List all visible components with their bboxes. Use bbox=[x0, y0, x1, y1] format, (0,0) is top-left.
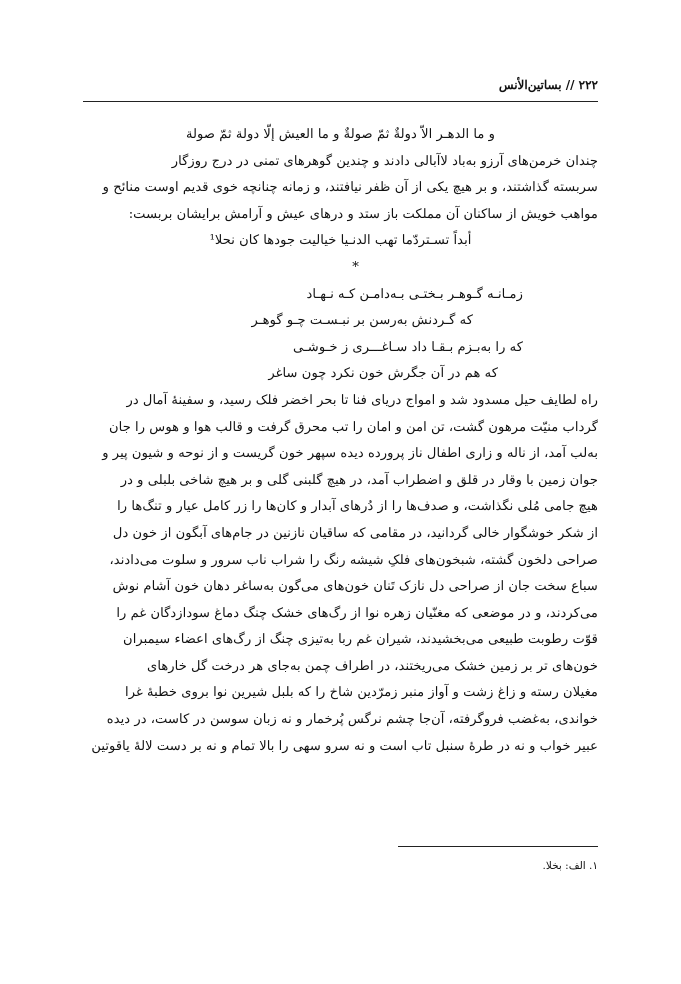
persian-verse-line: که را به‌بـزم بـقـا داد سـاغـــری ز خـوشـی bbox=[292, 339, 523, 355]
footnote-rule bbox=[398, 846, 598, 847]
verse-separator-star: * bbox=[352, 259, 359, 275]
footnote: ۱. الف: بخلا. bbox=[542, 860, 598, 872]
paragraph-line: عبیر خواب و نه در طرهٔ سنبل تاب است و نه سرو سهی را بالا تمام و نه بر دست لالهٔ یاقوتین bbox=[91, 738, 598, 754]
header-rule bbox=[83, 101, 598, 102]
paragraph-line: سربسته گذاشتند، و بر هیچ یکی از آن ظفر نیافتند، و زمانه چنانچه خوی قدیم اوست منائح و bbox=[102, 180, 598, 196]
paragraph-line: می‌کردند، و در موضعی که مغنّیان زهره نوا از رگ‌های خشک چنگ دماغ سودازدگان غم را bbox=[116, 605, 598, 621]
paragraph-line: از شکر خوشگوار خالی گردانید، در مقامی که ساقیان نازنین در جام‌های آبگون از خون دل bbox=[112, 525, 598, 541]
paragraph-line: هیچ جامی مُلی نگذاشت، و صدف‌ها را از دُرهای آبدار و کان‌ها را زر کامل عیار و تنگ‌ها را bbox=[117, 499, 598, 515]
paragraph-line: گرداب منیّت مرهون گشت، تن امن و امان را تب محرق گرفت و قالب هوا و هوس را جان bbox=[109, 419, 598, 435]
persian-verse-line: که هم در آن جگرش خون نکرد چون ساغر bbox=[268, 366, 498, 382]
paragraph-line: به‌لب آمد، از ناله و زاری اطفال ناز پرورده دیده سپهر خون گریست و از نوحه و شیون پیر و bbox=[102, 446, 598, 462]
arabic-verse-line: و ما الدهـر الاّ دولةٌ ثمّ صولةٌ و ما العیش إلّا دولة ثمّ صولة bbox=[185, 127, 496, 142]
paragraph-line: خواندی، به‌غضب فروگرفته، آن‌جا چشم نرگس پُرخمار و نه زبان سوسن در کاست، در دیده bbox=[106, 712, 598, 728]
persian-verse-line: زمـانـه گـوهـر بـختـی بـه‌دامـن کـه نـهـاد bbox=[306, 286, 523, 302]
paragraph-line: صراحی دلخون گشته، شبخون‌های فلکِ شیشه رنگ را شراب ناب سرور و سلوت می‌دادند، bbox=[109, 552, 598, 568]
running-header: ۲۲۲ // بساتین‌الأنس bbox=[498, 78, 598, 92]
paragraph-line: خون‌های تر بر زمین خشک می‌ریختند، در اطراف چمن به‌جای هر درخت گل خارهای bbox=[147, 658, 598, 674]
paragraph-line: قوّت رطوبت طبیعی می‌بخشیدند، شیران غم ربا به‌تیزی چنگ از رگ‌های اعضاء سیمبران bbox=[123, 632, 598, 648]
arabic-verse-line: أبداً تسـتردّما تهب الدنـیا خیالیت جودها کان نحلا¹ bbox=[209, 233, 472, 249]
paragraph-line: چندان خرمن‌های آرزو به‌باد لاآبالی دادند و چندین گوهرهای تمنی در درج روزگار bbox=[171, 153, 598, 169]
persian-verse-line: که گـردنش به‌رسن بر نبـسـت چـو گوهـر bbox=[251, 313, 473, 329]
paragraph-line: مغیلان رسته و زاغ زشت و آواز منبر زمرّدین شاخ را که بلبل شیرین نوا بروی خطبهٔ غرا bbox=[125, 685, 598, 701]
paragraph-line: جوان زمین با وقار در قلق و اضطراب آمد، در هیچ گلبنی گلی و بر هیچ شاخی بلبلی و در bbox=[120, 472, 598, 488]
paragraph-line: راه لطایف حیل مسدود شد و امواج دریای فنا تا بحر اخضر فلک رسید، و سفینهٔ آمال در bbox=[126, 392, 598, 408]
paragraph-line: مواهب خویش از ساکنان آن مملکت باز ستد و درهای عیش و آرامش برایشان بربست: bbox=[128, 206, 598, 222]
paragraph-line: سباع سخت جان از صراحی دل نازک تَنان خون‌های می‌گون به‌ساغر دهان خون آشام نوش bbox=[112, 579, 598, 595]
body-text bbox=[83, 122, 598, 760]
